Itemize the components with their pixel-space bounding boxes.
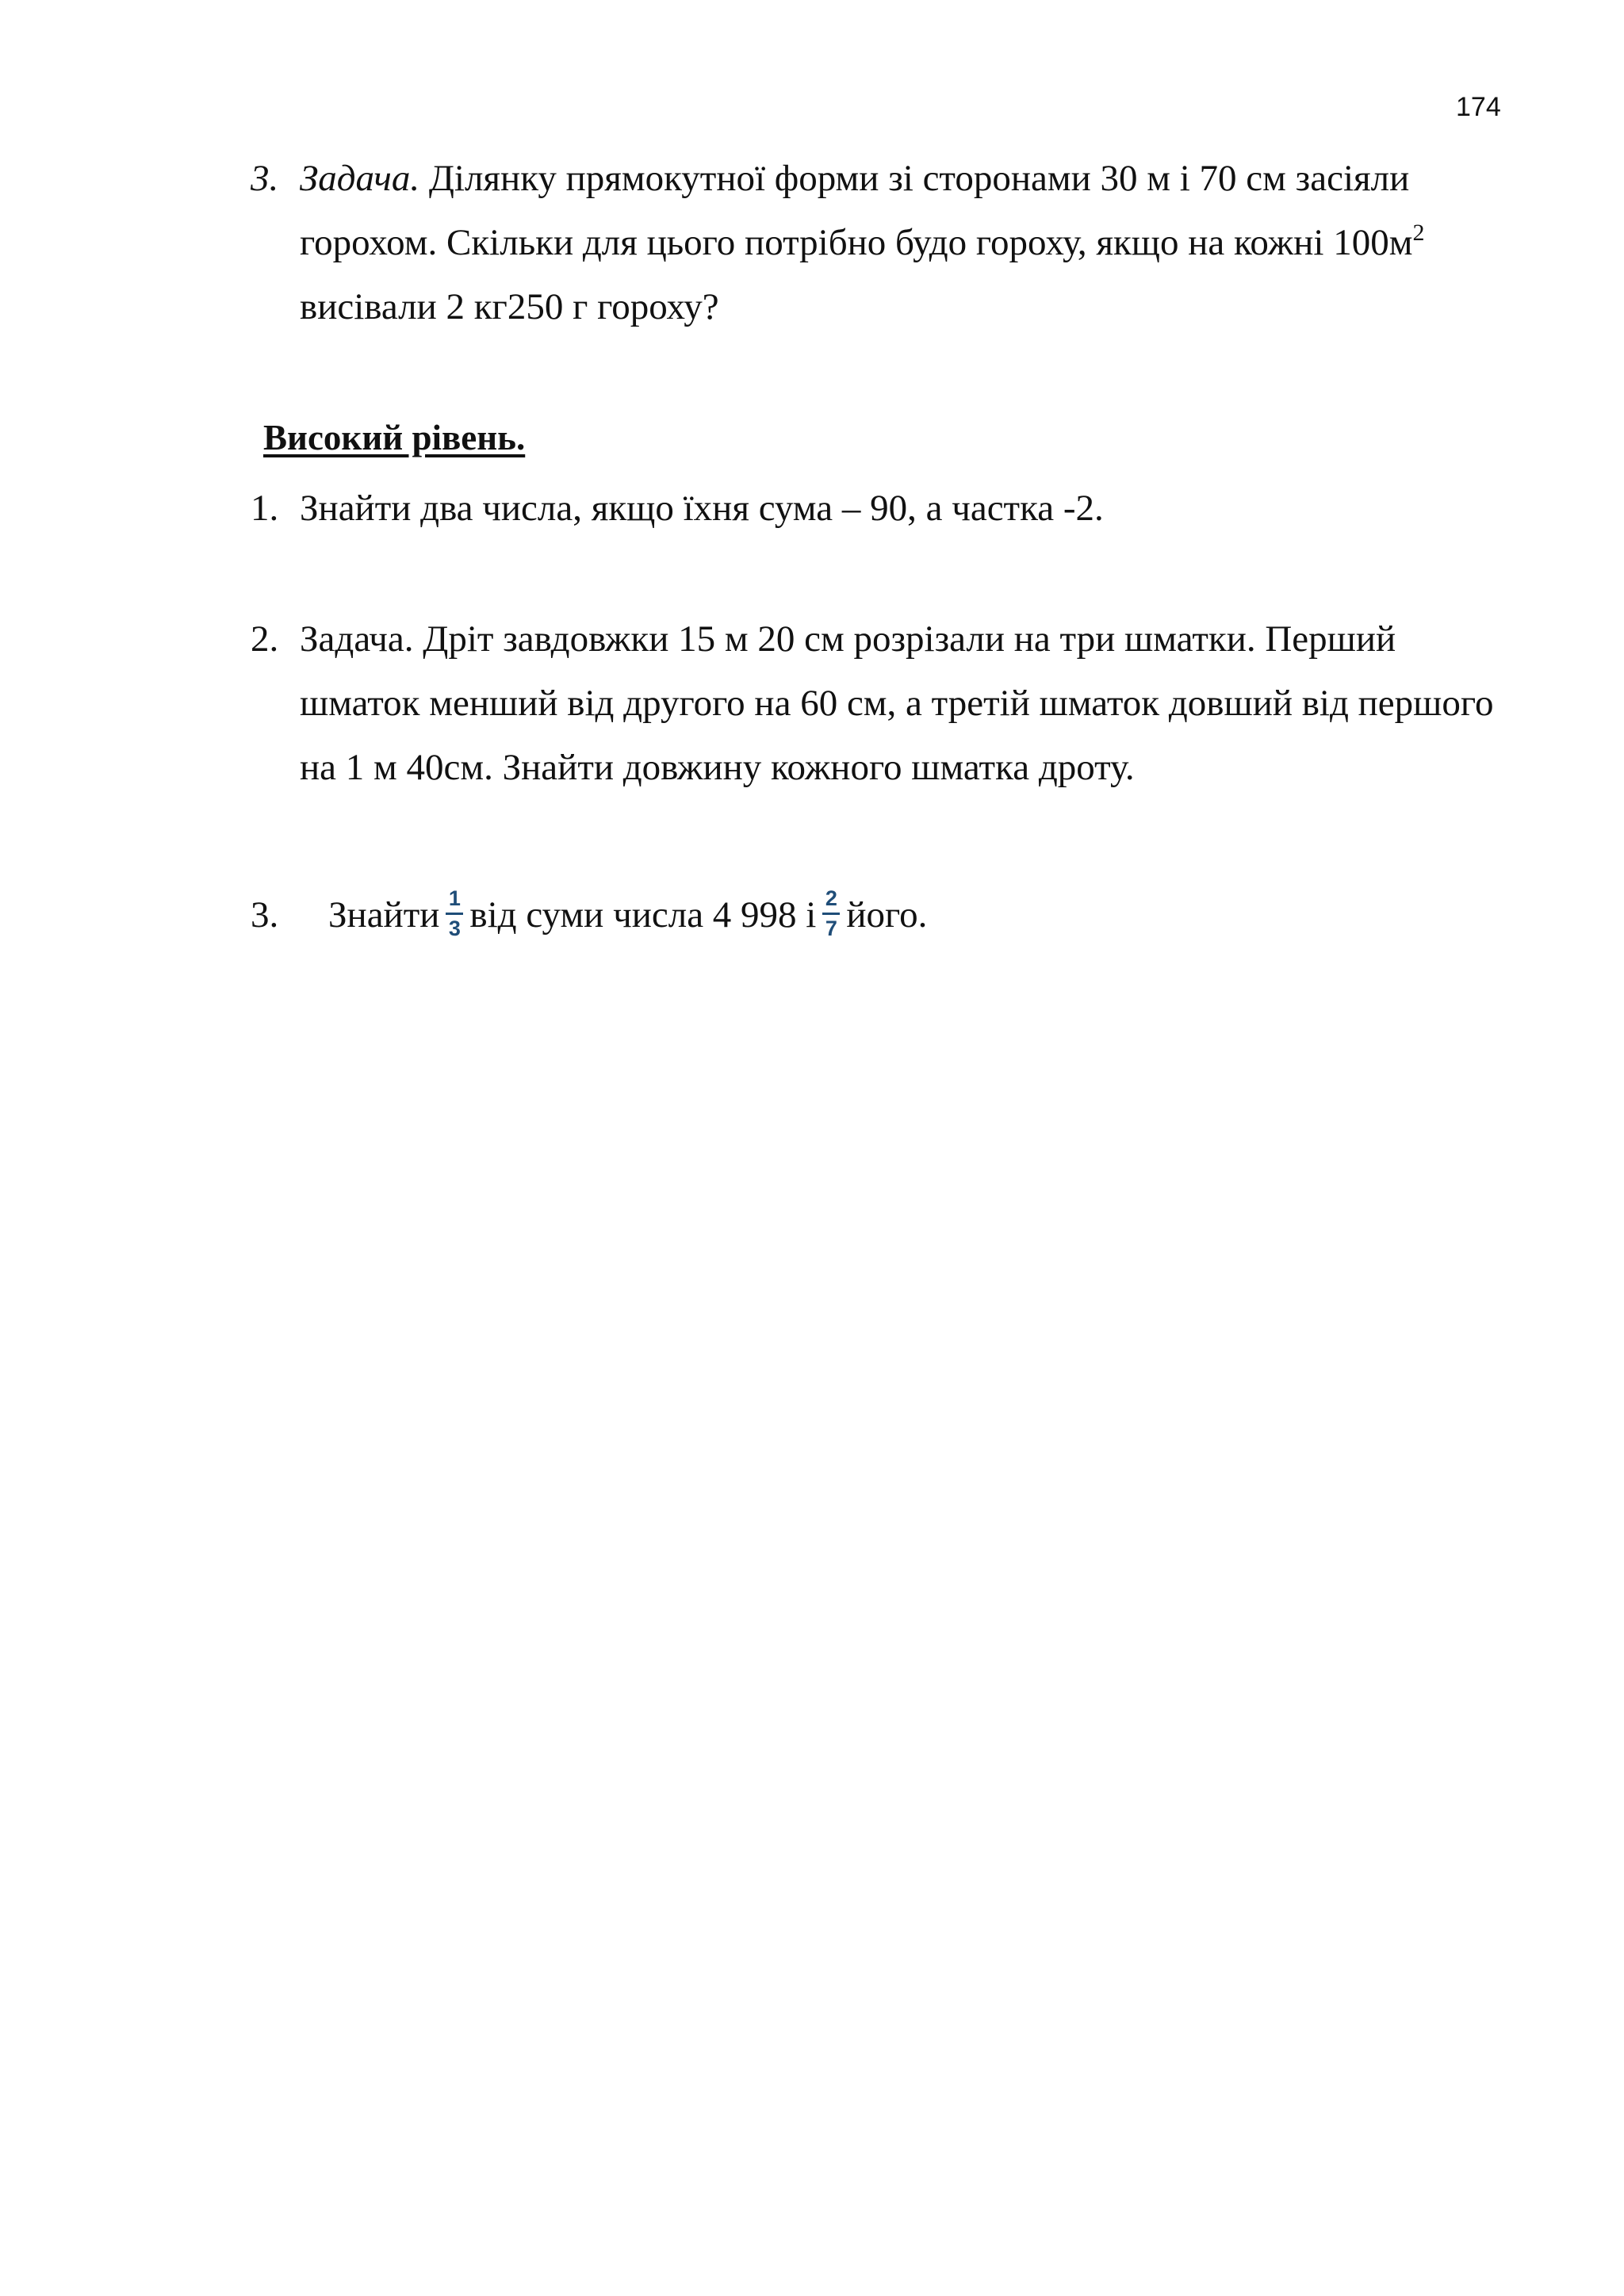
page-number: 174 (1456, 92, 1501, 122)
list-marker: 3. (251, 158, 279, 199)
task-label: Задача. (300, 158, 420, 199)
task-3-line-1 (300, 160, 1409, 197)
list-marker: 1. (251, 488, 279, 529)
task-3-line-3 (300, 286, 719, 327)
item-word: Знайти (328, 894, 440, 936)
task-3-line-2 (300, 220, 1425, 263)
fraction-denominator: 7 (825, 916, 837, 940)
section-heading: Високий рівень. (263, 418, 526, 457)
item-word: його. (846, 894, 928, 936)
fraction-bar (446, 913, 463, 915)
exponent: 2 (1412, 220, 1425, 246)
task-text: висівали 2 кг250 г гороху? (300, 286, 719, 327)
task-text: горохом. Скільки для цього потрібно будо гороху, якщо на кожні 100м (300, 222, 1413, 263)
fraction-bar (822, 913, 840, 915)
fraction-one-third (446, 888, 463, 939)
high-item-2-line-3: на 1 м 40см. Знайти довжину кожного шматка дроту. (300, 747, 1135, 788)
list-marker: 2. (251, 618, 279, 660)
fraction-numerator: 2 (825, 886, 837, 910)
list-marker: 3. (251, 894, 279, 936)
item-word: від суми числа 4 998 і (469, 894, 817, 936)
task-text: Ділянку прямокутної форми зі сторонами 30 м і 70 см засіяли (428, 158, 1410, 199)
high-item-1-text: Знайти два числа, якщо їхня сума – 90, а частка -2. (300, 488, 1104, 529)
fraction-denominator: 3 (448, 916, 461, 940)
high-item-2-line-2: шматок менший від другого на 60 см, а третій шматок довший від першого (300, 683, 1494, 724)
high-item-2-line-1: Задача. Дріт завдовжки 15 м 20 см розрізали на три шматки. Перший (300, 618, 1396, 660)
fraction-two-sevenths (822, 888, 840, 939)
high-item-3-text (328, 878, 927, 951)
fraction-numerator: 1 (448, 886, 461, 910)
